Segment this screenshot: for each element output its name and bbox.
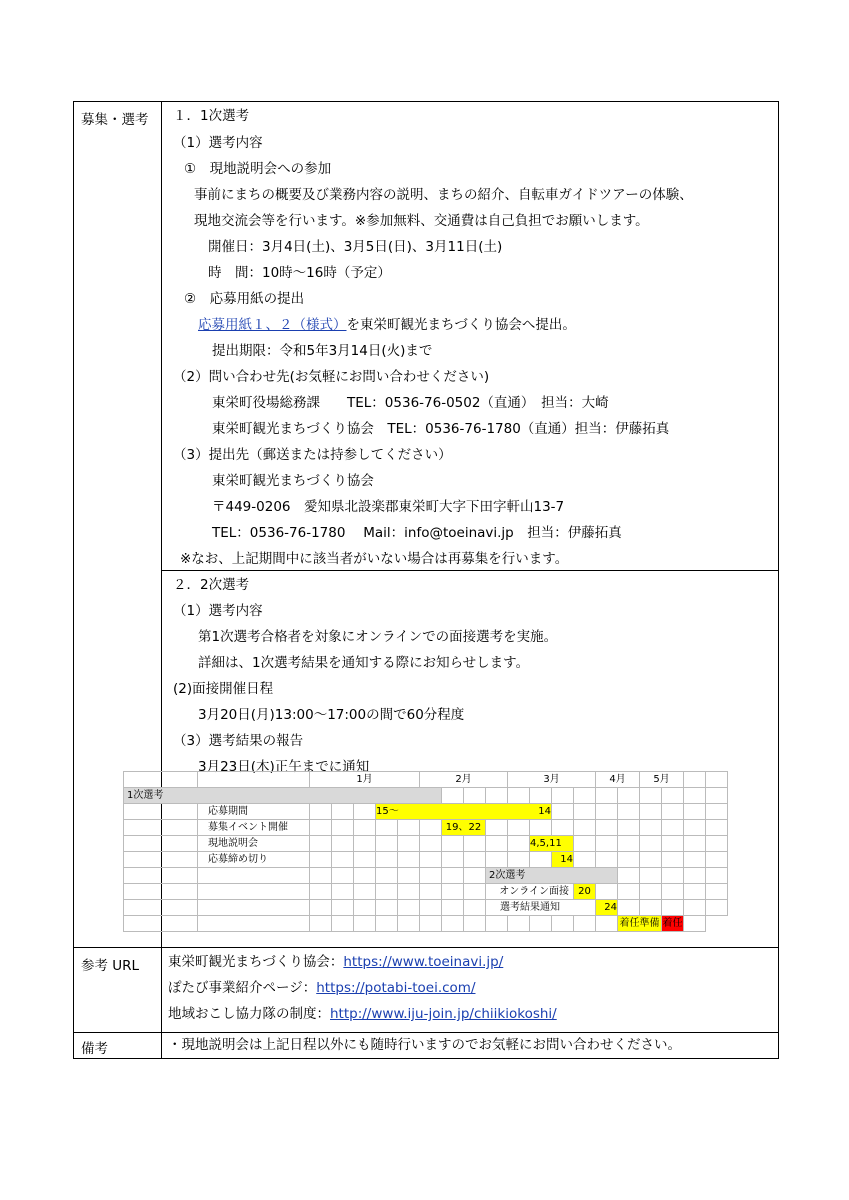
s1-time: 時 間：10時～16時（予定） <box>208 265 391 281</box>
s1-sub1: （1）選考内容 <box>173 135 263 151</box>
s1-addr1: 東栄町観光まちづくり協会 <box>212 473 374 489</box>
potabi-link[interactable]: https://potabi-toei.com/ <box>316 980 476 996</box>
s2-schedule: 3月20日(月)13:00～17:00の間で60分程度 <box>198 707 465 723</box>
s2-desc2: 詳細は、1次選考結果を通知する際にお知らせします。 <box>198 655 530 671</box>
remarks-label: 備考 <box>74 1033 162 1058</box>
event-row <box>124 820 728 836</box>
toeinavi-link[interactable]: https://www.toeinavi.jp/ <box>343 954 504 970</box>
month-apr: 4月 <box>596 772 640 788</box>
reference-label: 参考 URL <box>74 948 162 1032</box>
s1-title: １．1次選考 <box>173 108 250 124</box>
apply-start: 15～ <box>376 806 399 817</box>
s2-sub1: （1）選考内容 <box>173 603 263 619</box>
s1-item1-desc2: 現地交流会等を行います。※参加無料、交通費は自己負担でお願いします。 <box>194 213 649 229</box>
ref3-text: 地域おこし協力隊の制度： <box>168 1006 330 1022</box>
month-mar: 3月 <box>508 772 596 788</box>
s2-title: ２．2次選考 <box>173 577 250 593</box>
deadline-row <box>124 852 728 868</box>
deadline-bar: 14 <box>552 852 574 868</box>
remarks-content <box>162 1033 778 1058</box>
s1-form-text: を東栄町観光まちづくり協会へ提出。 <box>346 317 576 333</box>
s1-addr3: TEL：0536-76-1780 Mail：info@toeinavi.jp 担当：伊藤拓真 <box>212 525 622 541</box>
s1-note: ※なお、上記期間中に該当者がいない場合は再募集を行います。 <box>180 551 569 567</box>
prep-bar: 着任準備 <box>618 916 662 932</box>
interview-row <box>124 884 728 900</box>
section-divider <box>162 570 778 571</box>
s1-item1-desc1: 事前にまちの概要及び業務内容の説明、まちの紹介、自転車ガイドツアーの体験、 <box>194 187 693 203</box>
s1-sub2: （2）問い合わせ先(お気軽にお問い合わせください) <box>173 369 490 385</box>
phase2-label: 2次選考 <box>486 868 618 884</box>
interview-label: オンライン面接 <box>486 884 574 900</box>
iju-join-link[interactable]: http://www.iju-join.jp/chiikiokoshi/ <box>330 1006 557 1022</box>
ref-line-1 <box>168 954 503 970</box>
month-jan: 1月 <box>310 772 420 788</box>
event-bar: 19、22 <box>442 820 486 836</box>
phase1-label: 1次選考 <box>124 788 442 804</box>
remarks-row <box>74 1032 778 1058</box>
s1-contact2: 東栄町観光まちづくり協会 TEL：0536-76-1780（直通）担当：伊藤拓真 <box>212 421 670 437</box>
briefing-bar: 4,5,11 <box>530 836 574 852</box>
reference-row <box>74 947 778 1032</box>
apply-row <box>124 804 728 820</box>
ref-line-2 <box>168 980 476 996</box>
s1-addr2: 〒449-0206 愛知県北設楽郡東栄町大字下田字軒山13-7 <box>212 499 565 515</box>
ref-line-3 <box>168 1006 557 1022</box>
briefing-label: 現地説明会 <box>198 836 310 852</box>
notice-row <box>124 900 728 916</box>
notice-bar: 24 <box>596 900 618 916</box>
event-label: 募集イベント開催 <box>198 820 310 836</box>
s2-desc1: 第1次選考合格者を対象にオンラインでの面接選考を実施。 <box>198 629 558 645</box>
s2-sub3: （3）選考結果の報告 <box>173 733 304 749</box>
s1-dates: 開催日：3月4日(土)、3月5日(日)、3月11日(土) <box>208 239 503 255</box>
form-download-link[interactable]: 応募用紙１、２（様式） <box>198 317 347 333</box>
s1-item1: ① 現地説明会への参加 <box>184 161 332 177</box>
s1-item2: ② 応募用紙の提出 <box>184 291 305 307</box>
deadline-label: 応募締め切り <box>198 852 310 868</box>
month-may: 5月 <box>640 772 684 788</box>
notice-label: 選考結果通知 <box>486 900 596 916</box>
s1-form-line <box>198 317 576 333</box>
start-row <box>124 916 728 932</box>
month-header-row <box>124 772 728 788</box>
apply-end: 14 <box>538 806 551 817</box>
schedule-grid <box>123 771 728 932</box>
start-bar: 着任 <box>662 916 684 932</box>
ref2-text: ぽたび事業紹介ページ： <box>168 980 317 996</box>
interview-bar: 20 <box>574 884 596 900</box>
phase1-row <box>124 788 728 804</box>
reference-content <box>162 948 778 1032</box>
apply-label: 応募期間 <box>198 804 310 820</box>
s2-sub2: (2)面接開催日程 <box>173 681 274 697</box>
s1-deadline: 提出期限：令和5年3月14日(火)まで <box>212 343 433 359</box>
remarks-text: ・現地説明会は上記日程以外にも随時行いますのでお気軽にお問い合わせください。 <box>168 1037 681 1053</box>
s1-sub3: （3）提出先（郵送または持参してください） <box>173 447 452 463</box>
ref1-text: 東栄町観光まちづくり協会： <box>168 954 344 970</box>
apply-bar <box>376 804 552 820</box>
s1-contact1: 東栄町役場総務課 TEL：0536-76-0502（直通） 担当：大崎 <box>212 395 609 411</box>
month-feb: 2月 <box>420 772 508 788</box>
s2-result: 3月23日(木)正午までに通知 <box>198 759 370 775</box>
recruit-label: 募集・選考 <box>74 102 162 947</box>
phase2-row <box>124 868 728 884</box>
briefing-row <box>124 836 728 852</box>
